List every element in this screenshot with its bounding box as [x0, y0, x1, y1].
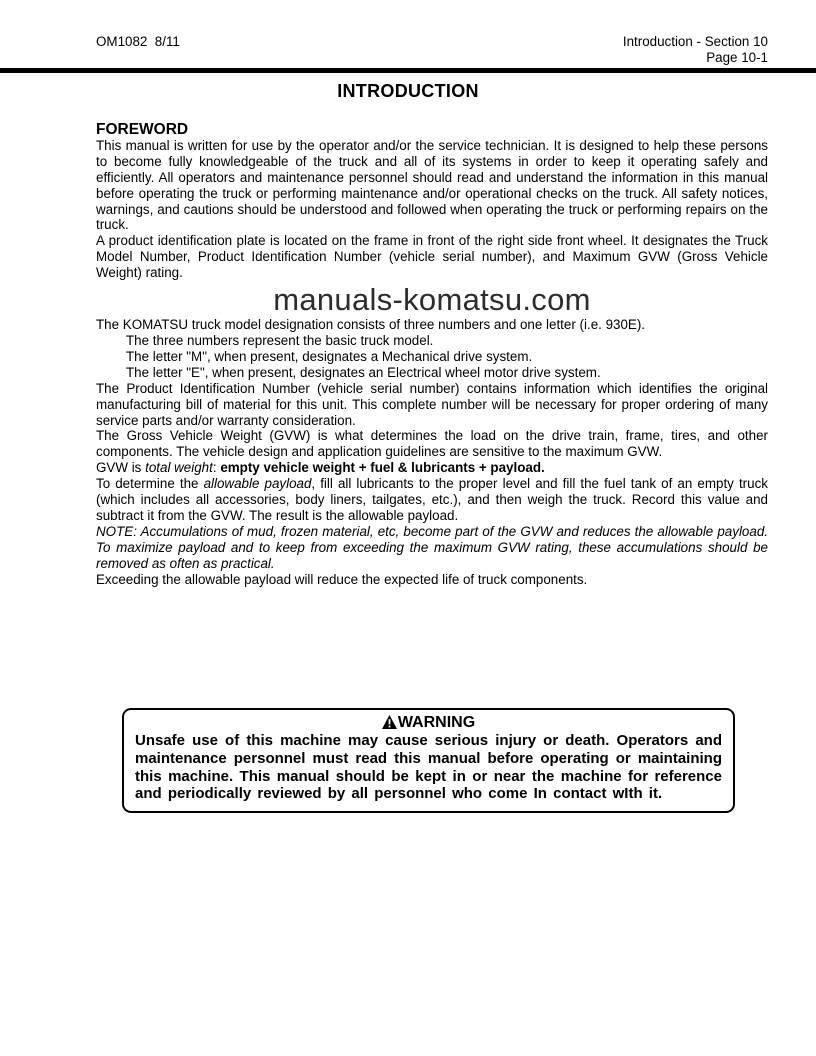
header-right [623, 34, 768, 65]
paragraph-payload [96, 476, 768, 524]
warning-header [135, 713, 722, 732]
payload-italic: allowable payload [203, 476, 312, 492]
paragraph-manual-purpose: This manual is written for use by the operator and/or the service technician. It is designed to help these persons to become fully knowledgeable of the truck and all of its systems in order to keep it operating safely and efficiently. All operators and maintenance personnel should read and understand the information in this manual before operating the truck or performing maintenance and/or operational checks on the truck. All safety notices, warnings, and cautions should be understood and followed when operating the truck or performing repairs on the truck. [96, 137, 768, 233]
page-content [96, 122, 768, 813]
page-header [0, 0, 816, 65]
paragraph-pin: The Product Identification Number (vehicle serial number) contains information which identifies the original manufacturing bill of material for this unit. This complete number will be necessary for proper ordering of many service parts and/or warranty consideration. [96, 380, 768, 428]
warning-label: WARNING [397, 714, 476, 732]
gvw-formula-prefix: GVW is [96, 460, 146, 476]
paragraph-model-designation: The KOMATSU truck model designation consists of three numbers and one letter (i.e. 930E). [96, 317, 646, 333]
header-rule [0, 68, 816, 73]
watermark-text: manuals-komatsu.com [273, 282, 591, 318]
paragraph-exceed: Exceeding the allowable payload will reduce the expected life of truck components. [96, 571, 588, 587]
warning-triangle-icon [382, 714, 398, 731]
list-item: The letter "M", when present, designates a Mechanical drive system. [126, 348, 533, 364]
payload-rest: , fill all lubricants to the proper level and fill the fuel tank of an empty truck (which includes all accessories, body liners, tailgates, etc.), and then weigh the truck. Record this value and subtract it from the GVW. The result is the allowable payload. [96, 476, 768, 523]
gvw-formula-line [96, 460, 768, 476]
page-number: Page 10-1 [706, 49, 768, 65]
paragraph-gvw: The Gross Vehicle Weight (GVW) is what determines the load on the drive train, frame, tires, and other components. The vehicle design and application guidelines are sensitive to the maximum GVW. [96, 428, 768, 460]
payload-prefix: To determine the [96, 476, 204, 492]
gvw-formula-bold: empty vehicle weight + fuel & lubricants + payload. [220, 460, 545, 476]
doc-number: OM1082 8/11 [96, 34, 180, 49]
gvw-formula-separator: : [212, 460, 221, 476]
list-item: The three numbers represent the basic truck model. [126, 332, 434, 348]
page-title: INTRODUCTION [337, 81, 479, 101]
section-label: Introduction - Section 10 [622, 34, 768, 49]
warning-body: Unsafe use of this machine may cause serious injury or death. Operators and maintenance personnel must read this manual before operating or maintaining this machine. This manual should be kept in or near the machine for reference and periodically reviewed by all personnel who come In contact wIth it. [135, 732, 722, 803]
list-item: The letter "E", when present, designates an Electrical wheel motor drive system. [126, 364, 601, 380]
paragraph-note: NOTE: Accumulations of mud, frozen material, etc, become part of the GVW and reduces the allowable payload. To maximize payload and to keep from exceeding the maximum GVW rating, these accumulations should be removed as often as practical. [96, 523, 768, 571]
paragraph-id-plate: A product identification plate is located on the frame in front of the right side front wheel. It designates the Truck Model Number, Product Identification Number (vehicle serial number), and Maximum GVW (Gross Vehicle Weight) rating. [96, 233, 768, 281]
gvw-formula-italic: total weight [145, 460, 213, 476]
foreword-heading: FOREWORD [96, 121, 189, 138]
warning-box [122, 708, 735, 812]
